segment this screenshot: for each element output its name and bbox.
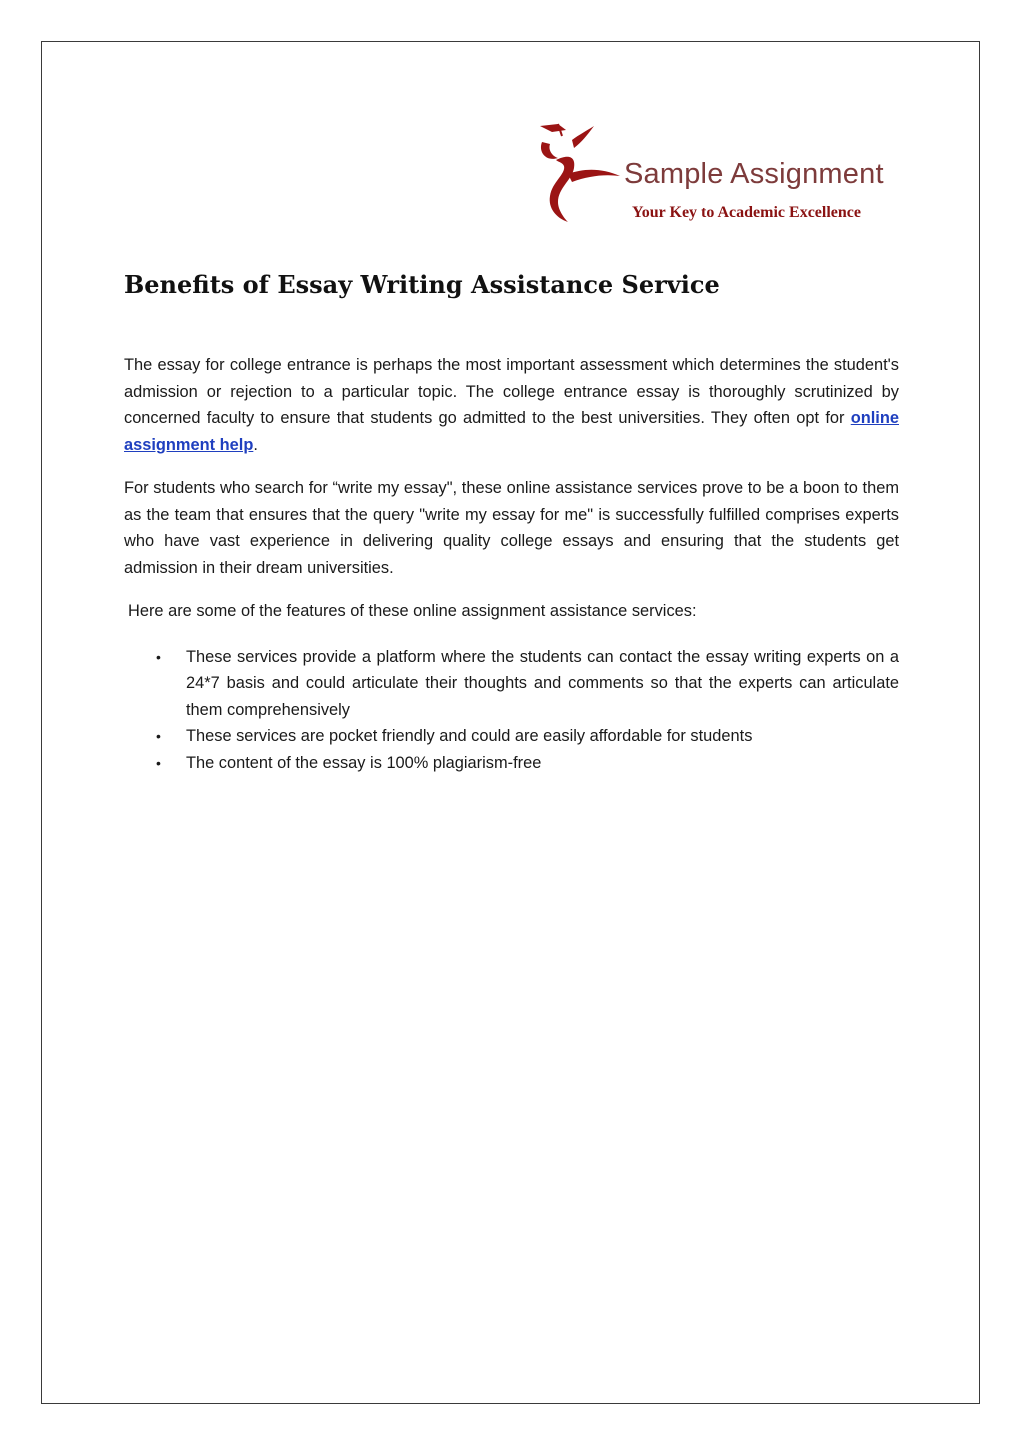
bullet-icon: • [156,648,161,665]
sample-assignment-figure-icon [528,118,628,230]
sample-assignment-logo [528,118,908,230]
list-item-text: These services are pocket friendly and could are easily affordable for students [186,727,753,745]
features-list [124,644,899,777]
list-item-text: These services provide a platform where the students can contact the essay writing experts on a 24*7 basis and could articulate their thoughts and comments so that the experts can articulate them comprehensively [186,647,899,719]
document-title: Benefits of Essay Writing Assistance Service [124,270,720,299]
paragraph-1 [124,352,899,458]
document-body [124,352,899,776]
logo-tagline: Your Key to Academic Excellence [632,204,861,221]
bullet-icon: • [156,754,161,771]
logo-brand-text: Sample Assignment [624,158,884,190]
features-intro: Here are some of the features of these online assignment assistance services: [128,602,697,620]
list-item [124,750,899,777]
list-item-text: The content of the essay is 100% plagiarism-free [186,753,542,772]
paragraph-1-end: . [253,435,258,454]
online-assignment-help-link[interactable]: online assignment help [124,409,899,454]
paragraph-1-text: The essay for college entrance is perhaps the most important assessment which determines the student's admission or rejection to a particular topic. The college entrance essay is thoroughly scrutinized by concerned faculty to ensure that students go admitted to the best universities. They often opt for [124,356,899,427]
list-item [124,723,899,750]
list-item [124,644,899,724]
paragraph-2: For students who search for “write my essay", these online assistance services prove to be a boon to them as the team that ensures that the query "write my essay for me" is successfully fulfilled comprises experts who have vast experience in delivering quality college essays and ensuring that the students get admission in their dream universities. [124,479,899,577]
bullet-icon: • [156,728,161,744]
